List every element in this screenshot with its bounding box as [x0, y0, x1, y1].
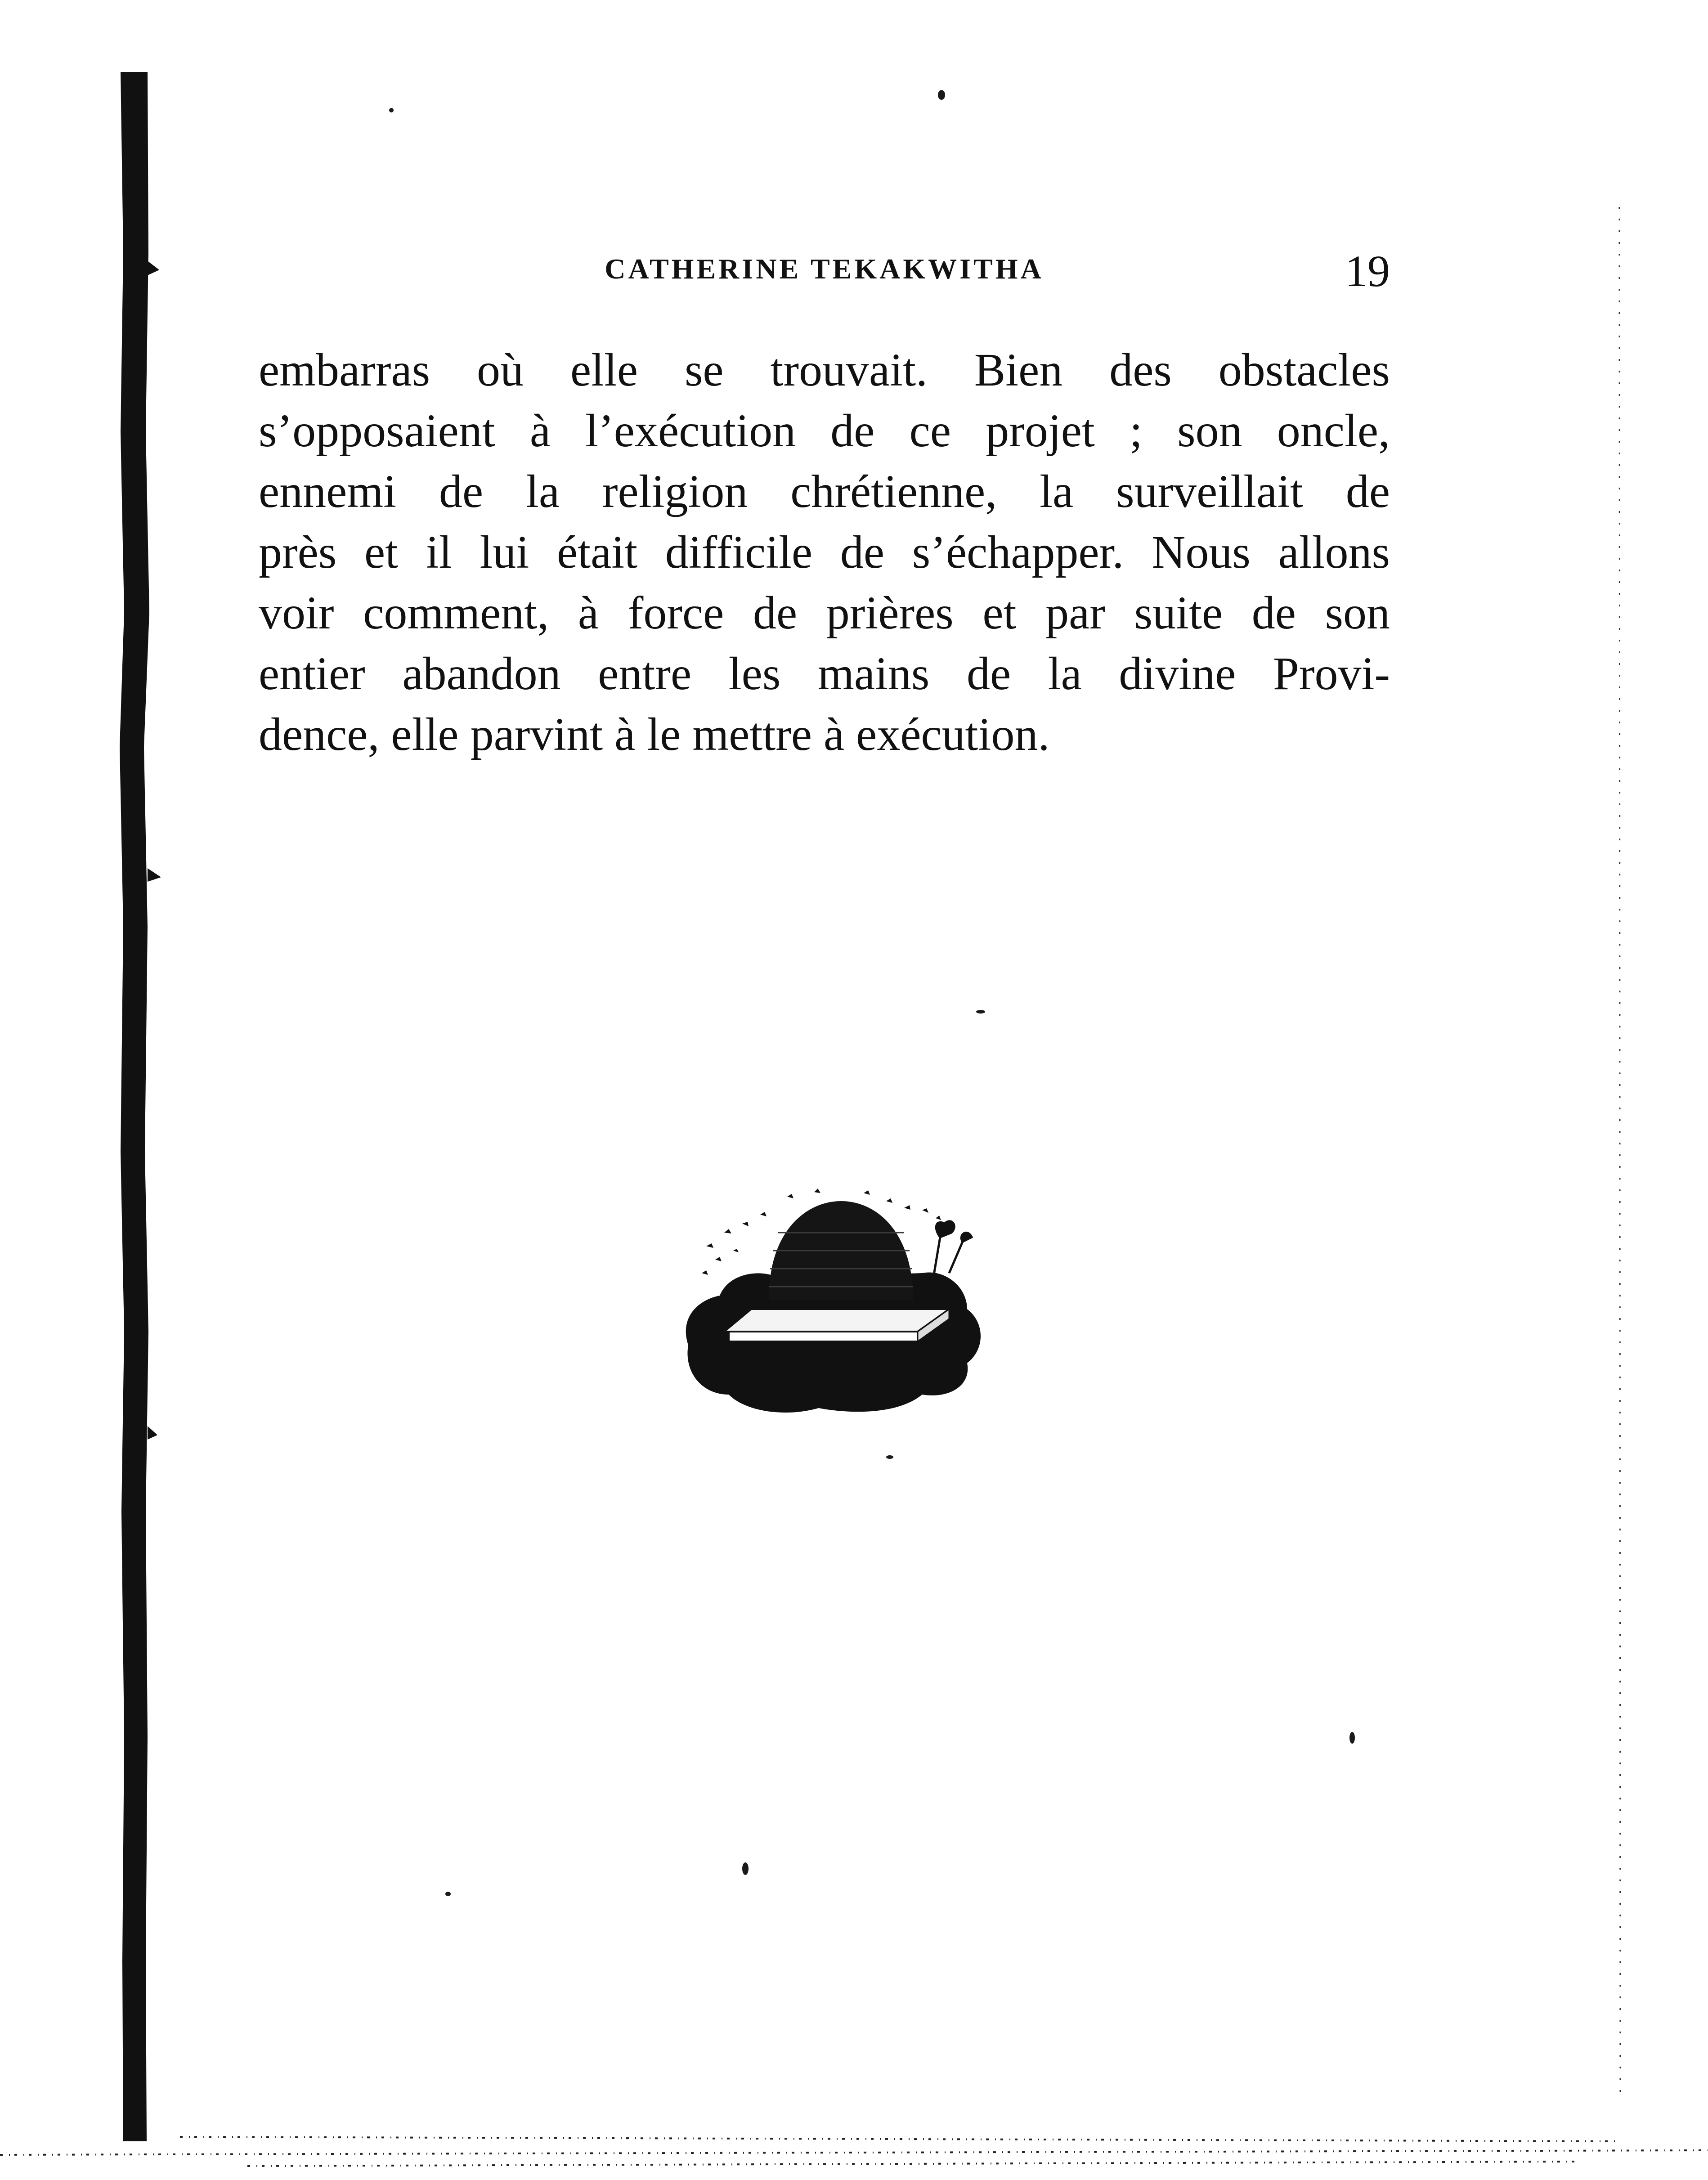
beehive-vignette-icon [670, 1183, 994, 1462]
book-page [259, 0, 1390, 2180]
text-line: voir comment, à force de prières et par suite de son [259, 587, 1390, 639]
bottom-edge-noise [0, 2105, 1708, 2180]
running-title: CATHERINE TEKAKWITHA [605, 253, 1044, 285]
edge-noise [1610, 207, 1637, 2096]
text-line: embarras où elle se trouvait. Bien des obstacles [259, 344, 1390, 396]
binding-edge [116, 72, 161, 2141]
body-paragraph [259, 340, 1390, 765]
print-speck [1349, 1732, 1355, 1744]
running-head [259, 245, 1390, 295]
print-speck [976, 1010, 985, 1014]
print-speck [742, 1862, 749, 1875]
print-speck [938, 90, 945, 100]
text-line: s’opposaient à l’exécution de ce projet ; son oncle, [259, 405, 1390, 457]
print-speck [886, 1455, 893, 1459]
print-speck [445, 1892, 451, 1896]
text-line: entier abandon entre les mains de la divine Provi- [259, 648, 1390, 700]
text-line: ennemi de la religion chrétienne, la surveillait de [259, 466, 1390, 517]
page-number: 19 [1345, 246, 1390, 296]
text-line: près et il lui était difficile de s’échapper. Nous allons [259, 526, 1390, 578]
print-speck [389, 108, 394, 112]
text-line: dence, elle parvint à le mettre à exécution. [259, 709, 1050, 760]
